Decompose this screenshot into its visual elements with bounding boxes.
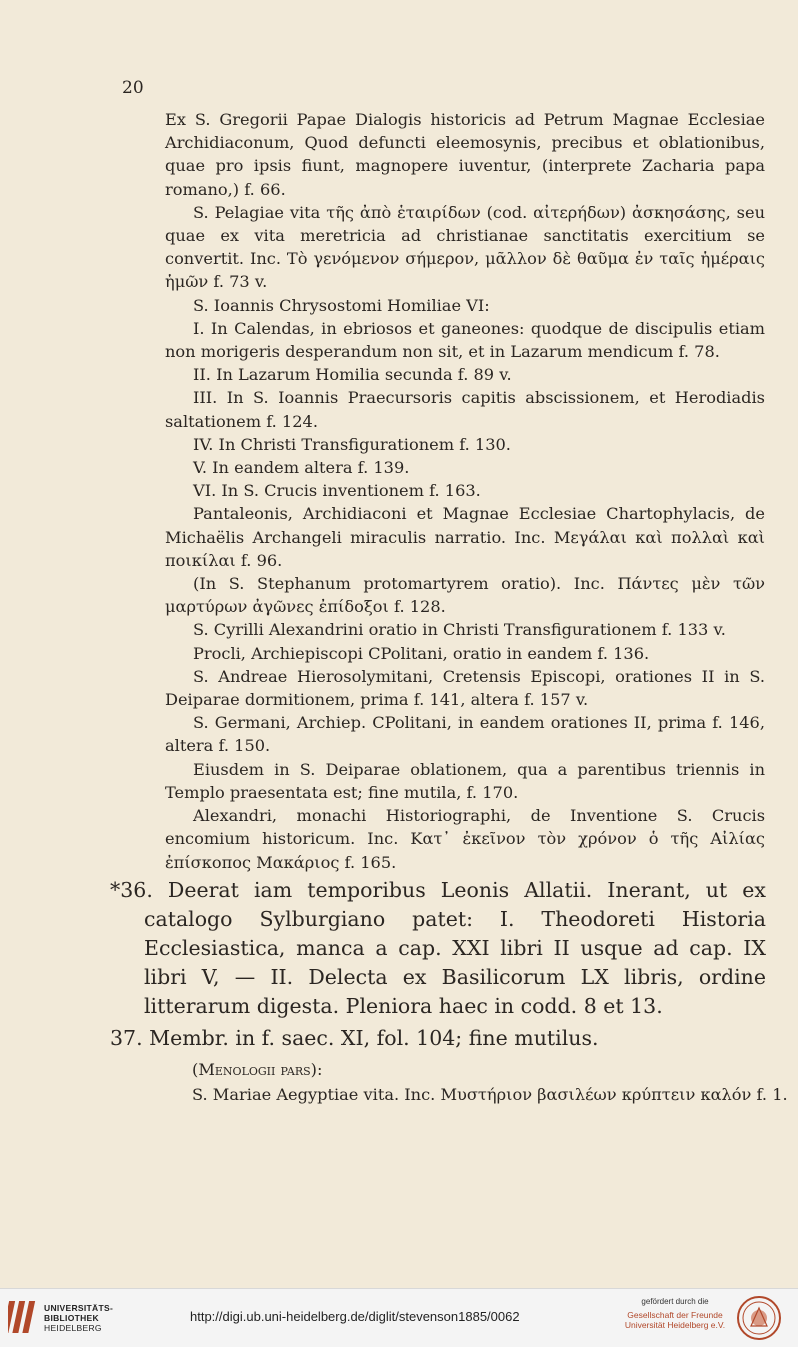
homily-2: II. In Lazarum Homilia secunda f. 89 v. — [193, 365, 512, 385]
paragraph-proclus: Procli, Archiepiscopi CPolitani, oratio in eandem f. 136. — [193, 643, 650, 663]
entry-37-subheading: (Menologii pars): — [192, 1060, 323, 1079]
entry-37-item: S. Mariae Aegyptiae vita. Inc. Μυστήριον βασιλέων κρύπτειν καλόν f. 1. — [192, 1085, 788, 1104]
paragraph-alexander: Alexandri, monachi Historiographi, de Inventione S. Crucis encomium historicum. Inc. Κατ᾽ ἐκεῖνον τὸν χρόνον ὁ τῆς Αἰλίας ἐπίσκοπος Μακάριος f. 165. — [165, 806, 765, 872]
entry-37 — [110, 1024, 788, 1107]
paragraph-deipara: Eiusdem in S. Deiparae oblationem, qua a parentibus triennis in Templo praesentata est; fine mutila, f. 170. — [165, 759, 765, 802]
paragraph-gregorius: Ex S. Gregorii Papae Dialogis historicis ad Petrum Magnae Ecclesiae Archidiaconum, Quod defuncti eleemosynis, precibus et oblationibus, quae pro ipsis fiunt, magnopere iuventur, (interprete Zacharia papa romano,) f. 66. — [165, 110, 765, 199]
funder-name-line2: Universität Heidelberg e.V. — [624, 1320, 726, 1330]
paragraph-cyrillus: S. Cyrilli Alexandrini oratio in Christi Transfigurationem f. 133 v. — [193, 620, 726, 640]
entry-37-heading: 37. Membr. in f. saec. XI, fol. 104; fine mutilus. — [110, 1026, 599, 1050]
paragraph-pantaleon: Pantaleonis, Archidiaconi et Magnae Ecclesiae Chartophylacis, de Michaëlis Archangeli miraculis narratio. Inc. Μεγάλαι καὶ πολλαὶ καὶ ποικίλαι f. 96. — [165, 504, 765, 570]
university-seal-icon — [736, 1295, 782, 1341]
homily-1: I. In Calendas, in ebriosos et ganeones: quodque de discipulis etiam non morigeris desperandum non sit, et in Lazarum mendicum f. 78. — [165, 318, 765, 362]
homily-6: VI. In S. Crucis inventionem f. 163. — [193, 481, 481, 501]
funder-block[interactable] — [620, 1297, 730, 1330]
university-library-logo-icon[interactable] — [8, 1297, 38, 1337]
entry-36-text: *36. Deerat iam temporibus Leonis Allatii. Inerant, ut ex catalogo Sylburgiano patet: I. Theodoreti Historia Ecclesiastica, manca a cap. XXI libri II usque ad cap. IX libri V, — II. Delecta ex Basilicorum LX libris, ordine litterarum digesta. Pleniora haec in codd. 8 et 13. — [110, 878, 766, 1018]
paragraph-germanus: S. Germani, Archiep. CPolitani, in eandem orationes II, prima f. 146, altera f. 150. — [165, 713, 765, 756]
paragraph-stephanus: (In S. Stephanum protomartyrem oratio). Inc. Πάντες μὲν τῶν μαρτύρων ἀγῶνες ἐπίδοξοι f. 128. — [165, 574, 765, 617]
library-name[interactable]: UNIVERSITÄTS- BIBLIOTHEK HEIDELBERG — [44, 1303, 114, 1333]
homily-5: V. In eandem altera f. 139. — [193, 458, 410, 478]
homily-3: III. In S. Ioannis Praecursoris capitis abscissionem, et Herodiadis saltationem f. 124. — [165, 388, 765, 431]
page-number: 20 — [122, 78, 144, 98]
funded-by-label: gefördert durch die — [641, 1297, 709, 1306]
entry-36 — [110, 876, 766, 1021]
entry-35-contents — [165, 108, 765, 874]
paragraph-pelagia: S. Pelagiae vita τῆς ἀπὸ ἑταιρίδων (cod. αἰτερήδων) ἀσκησάσης, seu quae ex vita meretricia ad christianae sanctitatis exercitium se convertit. Inc. Τὸ γενόμενον σήμερον, μᾶλλον δὲ θαῦμα ἐν ταῖς ἡμέραις ἡμῶν f. 73 v. — [165, 202, 765, 292]
paragraph-chrysostom-heading: S. Ioannis Chrysostomi Homiliae VI: — [193, 295, 490, 315]
permalink-url[interactable]: http://digi.ub.uni-heidelberg.de/diglit/stevenson1885/0062 — [190, 1309, 520, 1324]
viewer-footer — [0, 1288, 798, 1347]
homily-4: IV. In Christi Transfigurationem f. 130. — [193, 434, 511, 454]
paragraph-andreas: S. Andreae Hierosolymitani, Cretensis Episcopi, orationes II in S. Deiparae dormitionem, prima f. 141, altera f. 157 v. — [165, 666, 765, 710]
funder-name-line1: Gesellschaft der Freunde — [627, 1310, 723, 1320]
